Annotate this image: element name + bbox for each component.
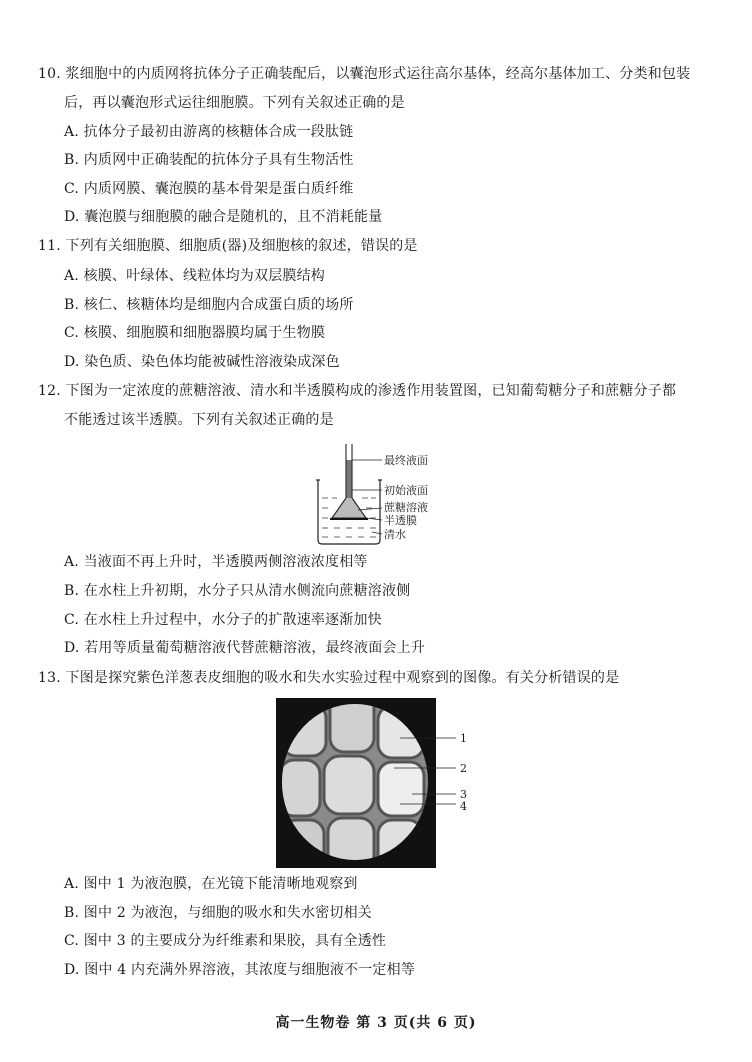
label-initial-level: 初始液面 (384, 484, 428, 497)
question-13-stem (38, 664, 718, 693)
label-3: 3 (460, 788, 467, 801)
question-10-stem (38, 60, 718, 118)
label-1: 1 (460, 732, 467, 745)
leader-lines (352, 460, 382, 534)
question-11-stem (38, 232, 718, 261)
question-10-option-a: A. 抗体分子最初由游离的核糖体合成一段肽链 (64, 124, 354, 140)
question-11-option-c: C. 核膜、细胞膜和细胞器膜均属于生物膜 (64, 325, 326, 341)
label-clear-water: 清水 (384, 528, 406, 541)
label-2: 2 (460, 762, 467, 775)
label-4: 4 (460, 800, 467, 813)
label-sucrose-solution: 蔗糖溶液 (384, 501, 428, 514)
liquid-column (347, 460, 352, 498)
label-final-level: 最终液面 (384, 454, 428, 467)
label-semipermeable-membrane: 半透膜 (384, 514, 417, 527)
question-10-option-d: D. 囊泡膜与细胞膜的融合是随机的，且不消耗能量 (64, 209, 383, 225)
funnel (332, 498, 366, 518)
question-13-option-a: A. 图中 1 为液泡膜，在光镜下能清晰地观察到 (64, 876, 358, 892)
question-12-stem (38, 377, 718, 435)
question-13-option-c: C. 图中 3 的主要成分为纤维素和果胶，具有全透性 (64, 933, 387, 949)
question-10-line2: 后，再以囊泡形式运往细胞膜。下列有关叙述正确的是 (64, 95, 405, 111)
onion-cell-micrograph (276, 698, 476, 868)
question-12-line1: 12. 下图为一定浓度的蔗糖溶液、清水和半透膜构成的渗透作用装置图，已知葡萄糖分子和蔗糖分子都 (38, 383, 677, 399)
question-11-option-a: A. 核膜、叶绿体、线粒体均为双层膜结构 (64, 268, 326, 284)
question-10-line1: 10. 浆细胞中的内质网将抗体分子正确装配后，以囊泡形式运往高尔基体，经高尔基体加工、分类和包装 (38, 66, 691, 82)
page-footer: 高一生物卷 第 3 页(共 6 页) (275, 1015, 477, 1031)
question-13-line1: 13. 下图是探究紫色洋葱表皮细胞的吸水和失水实验过程中观察到的图像。有关分析错误的是 (38, 670, 620, 686)
question-11-line1: 11. 下列有关细胞膜、细胞质(器)及细胞核的叙述，错误的是 (38, 238, 418, 254)
question-12-option-a: A. 当液面不再上升时，半透膜两侧溶液浓度相等 (64, 554, 368, 570)
question-13-option-b: B. 图中 2 为液泡，与细胞的吸水和失水密切相关 (64, 905, 372, 921)
osmosis-apparatus-figure (310, 440, 470, 550)
question-11-option-d: D. 染色质、染色体均能被碱性溶液染成深色 (64, 354, 340, 370)
question-12-line2: 不能透过该半透膜。下列有关叙述正确的是 (64, 412, 334, 428)
question-10-option-b: B. 内质网中正确装配的抗体分子具有生物活性 (64, 152, 354, 168)
question-13-option-d: D. 图中 4 内充满外界溶液，其浓度与细胞液不一定相等 (64, 962, 416, 978)
question-11-option-b: B. 核仁、核糖体均是细胞内合成蛋白质的场所 (64, 297, 354, 313)
question-12-option-b: B. 在水柱上升初期，水分子只从清水侧流向蔗糖溶液侧 (64, 583, 411, 599)
question-12-option-c: C. 在水柱上升过程中，水分子的扩散速率逐渐加快 (64, 612, 382, 628)
question-10-option-c: C. 内质网膜、囊泡膜的基本骨架是蛋白质纤维 (64, 181, 354, 197)
question-12-option-d: D. 若用等质量葡萄糖溶液代替蔗糖溶液，最终液面会上升 (64, 640, 426, 656)
